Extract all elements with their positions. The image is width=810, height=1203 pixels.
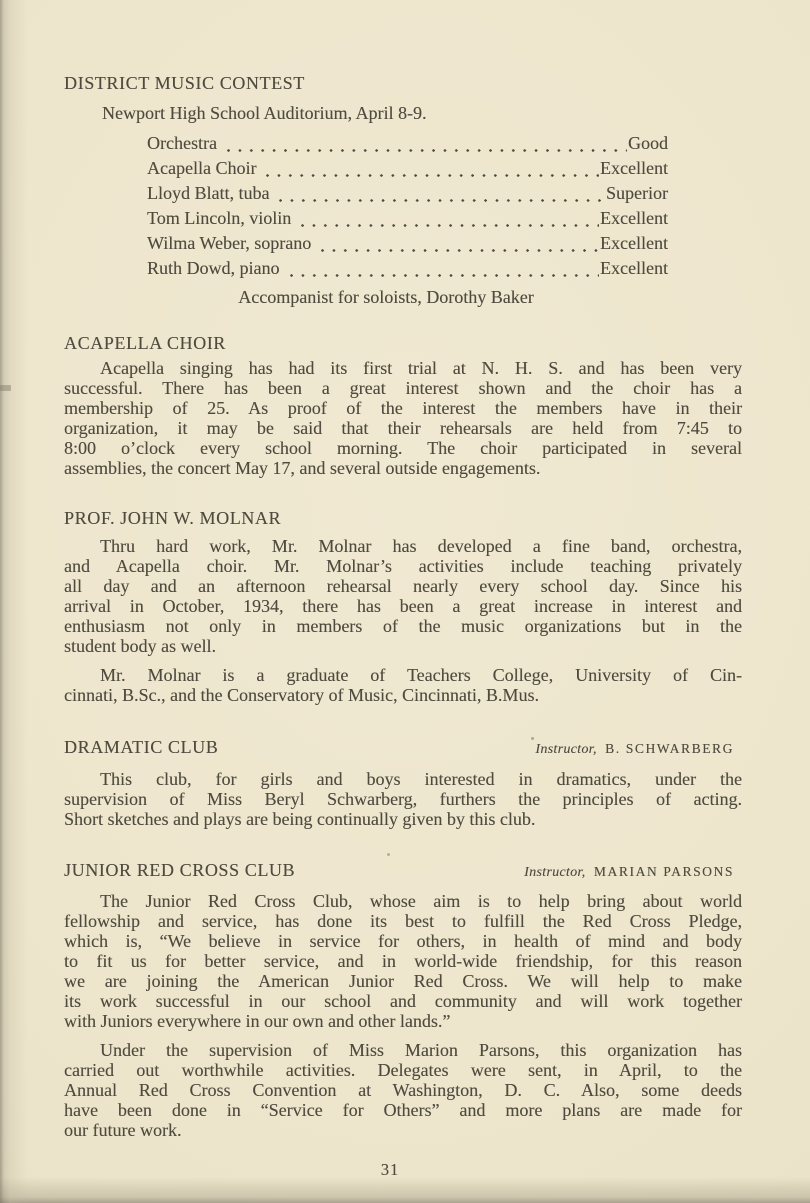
paragraph-line: This club, for girls and boys interested in dramatics, under the [100, 769, 742, 789]
section-title-junior-red-cross: JUNIOR RED CROSS CLUB [64, 860, 296, 880]
paragraph-line: Short sketches and plays are being continually given by this club. [64, 809, 536, 829]
junior-red-cross-paragraph-1 [64, 891, 742, 1031]
result-rating: Superior [606, 183, 668, 203]
result-row [147, 133, 668, 158]
result-entry: Acapella Choir [147, 158, 257, 178]
result-entry: Ruth Dowd, piano [147, 258, 280, 278]
section-title-district-music-contest: DISTRICT MUSIC CONTEST [64, 73, 305, 93]
paragraph-line: Acapella singing has had its first trial at N. H. S. and has been very [100, 358, 742, 378]
junior-red-cross-instructor [524, 862, 742, 883]
instructor-label: Instructor, [524, 865, 586, 880]
section-title-dramatic-club: DRAMATIC CLUB [64, 737, 219, 757]
paragraph-line: 8:00 o’clock every school morning. The choir participated in several [64, 438, 742, 458]
accompanist-note: Accompanist for soloists, Dorothy Baker [238, 287, 534, 307]
junior-red-cross-heading-row [64, 860, 742, 883]
dramatic-club-paragraph [64, 769, 742, 829]
paragraph-line: The Junior Red Cross Club, whose aim is to help bring about world [100, 891, 742, 911]
paragraph-line: Mr. Molnar is a graduate of Teachers College, University of Cin- [100, 665, 742, 685]
paragraph-line: with Juniors everywhere in our own and other lands.” [64, 1011, 451, 1031]
result-rating: Excellent [600, 158, 668, 178]
paragraph-line: fellowship and service, has done its best to fulfill the Red Cross Pledge, [64, 911, 742, 931]
molnar-paragraph-1 [64, 536, 742, 656]
paragraph-line: which is, “We believe in service for others, in health of mind and body [64, 931, 742, 951]
paragraph-line: have been done in “Service for Others” and more plans are made for [64, 1100, 742, 1120]
result-entry: Wilma Weber, soprano [147, 233, 312, 253]
result-row [147, 208, 668, 233]
result-entry: Orchestra [147, 133, 217, 153]
contest-results-list [147, 133, 668, 283]
dot-leader [290, 258, 600, 283]
paragraph-line: Under the supervision of Miss Marion Parsons, this organization has [100, 1040, 742, 1060]
paragraph-line: and Acapella choir. Mr. Molnar’s activities include teaching privately [64, 556, 742, 576]
paragraph-line: arrival in October, 1934, there has been a great increase in interest and [64, 596, 742, 616]
paragraph-line: carried out worthwhile activities. Delegates were sent, in April, to the [64, 1060, 742, 1080]
dot-leader [321, 233, 599, 258]
page-number: 31 [380, 1160, 400, 1179]
result-row [147, 258, 668, 283]
paragraph-line: to fit us for better service, and in world-wide friendship, for this reason [64, 951, 742, 971]
result-row [147, 233, 668, 258]
paragraph-line: its work successful in our school and community and will work together [64, 991, 742, 1011]
paragraph-line: student body as well. [64, 636, 216, 656]
paragraph-line: assemblies, the concert May 17, and several outside engagements. [64, 458, 541, 478]
instructor-name: MARIAN PARSONS [593, 864, 734, 879]
dot-leader [227, 133, 627, 158]
result-entry: Tom Lincoln, violin [147, 208, 292, 228]
scan-artifact-speck [531, 737, 534, 740]
result-entry: Lloyd Blatt, tuba [147, 183, 270, 203]
result-rating: Good [628, 133, 668, 153]
paragraph-line: successful. There has been a great interest shown and the choir has a [64, 378, 742, 398]
paragraph-line: our future work. [64, 1120, 182, 1140]
dot-leader [279, 183, 605, 208]
scan-artifact-speck [387, 853, 390, 856]
instructor-label: Instructor, [535, 742, 597, 757]
instructor-name: B. SCHWARBERG [605, 741, 734, 756]
paragraph-line: all day and an afternoon rehearsal nearly every school day. Since his [64, 576, 742, 596]
section-title-acapella-choir: ACAPELLA CHOIR [64, 333, 226, 353]
junior-red-cross-paragraph-2 [64, 1040, 742, 1140]
result-rating: Excellent [600, 258, 668, 278]
scan-artifact-mark [0, 385, 11, 391]
dramatic-club-instructor [535, 739, 742, 760]
paragraph-line: membership of 25. As proof of the interest the members have in their [64, 398, 742, 418]
paragraph-line: Annual Red Cross Convention at Washington, D. C. Also, some deeds [64, 1080, 742, 1100]
paragraph-line: cinnati, B.Sc., and the Conservatory of Music, Cincinnati, B.Mus. [64, 685, 539, 705]
acapella-choir-paragraph [64, 358, 742, 478]
section-title-prof-molnar: PROF. JOHN W. MOLNAR [64, 508, 282, 528]
paragraph-line: we are joining the American Junior Red Cross. We will help to make [64, 971, 742, 991]
dramatic-club-heading-row [64, 737, 742, 760]
paragraph-line: organization, it may be said that their rehearsals are held from 7:45 to [64, 418, 742, 438]
result-row [147, 183, 668, 208]
contest-subtitle: Newport High School Auditorium, April 8-9. [102, 103, 427, 123]
dot-leader [301, 208, 599, 233]
paragraph-line: Thru hard work, Mr. Molnar has developed a fine band, orchestra, [100, 536, 742, 556]
dot-leader [266, 158, 599, 183]
paragraph-line: enthusiasm not only in members of the music organizations but in the [64, 616, 742, 636]
molnar-paragraph-2 [64, 665, 742, 705]
paragraph-line: supervision of Miss Beryl Schwarberg, furthers the principles of acting. [64, 789, 742, 809]
result-rating: Excellent [600, 208, 668, 228]
result-rating: Excellent [600, 233, 668, 253]
result-row [147, 158, 668, 183]
